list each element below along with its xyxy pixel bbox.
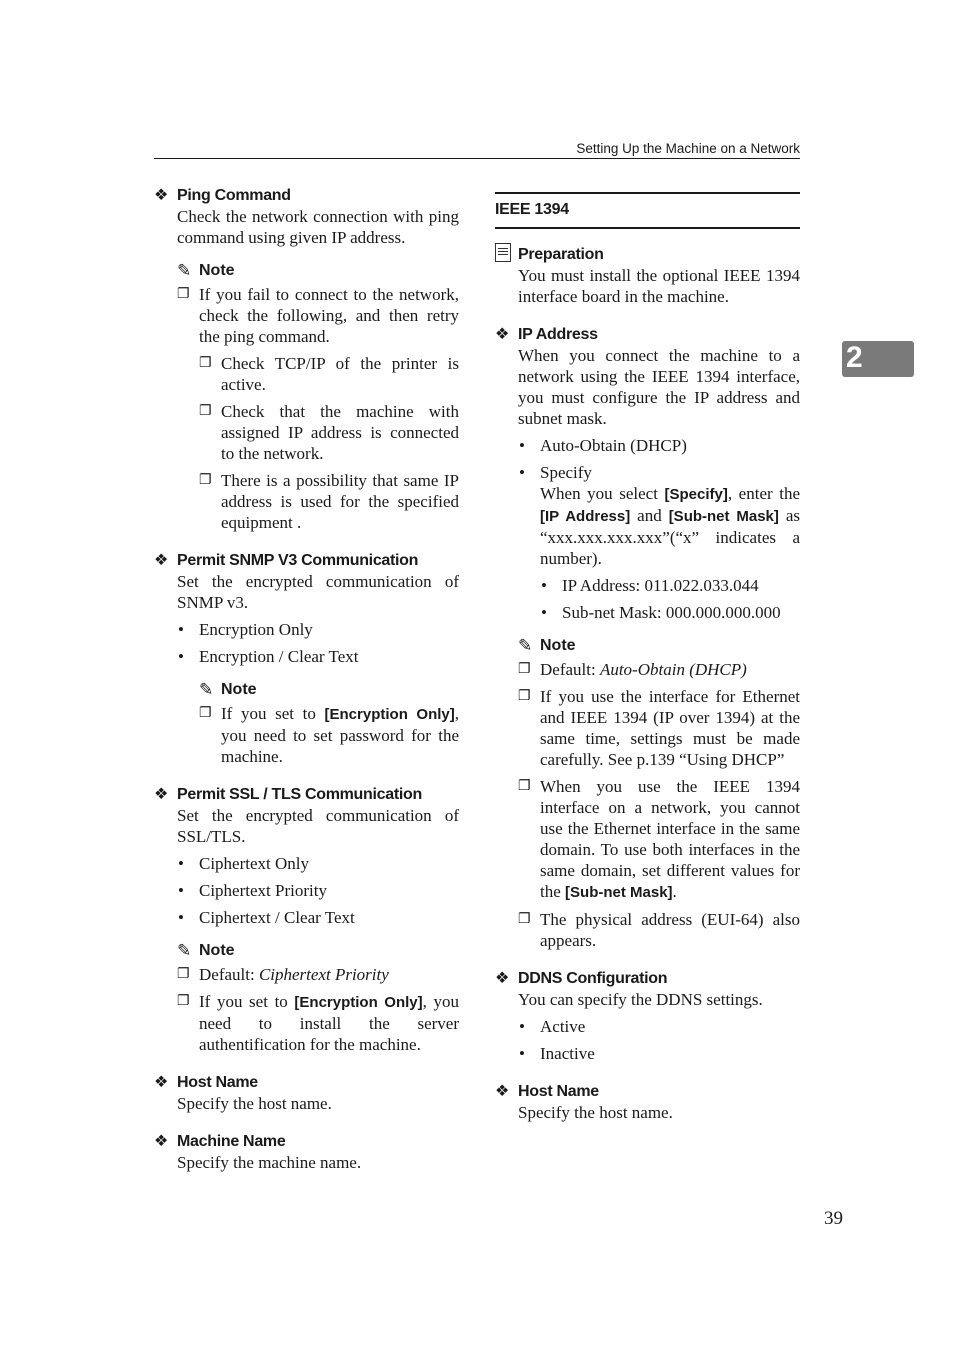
note-label: Note: [199, 942, 235, 959]
section-title: Machine Name: [177, 1133, 286, 1150]
diamond-icon: ❖: [154, 786, 169, 803]
section-body: Set the encrypted communication of SSL/TLS.: [177, 806, 459, 846]
section-title: Preparation: [518, 246, 604, 263]
list-item: • Ciphertext / Clear Text: [177, 907, 459, 928]
note-item: ❐ The physical address (EUI-64) also appears.: [518, 909, 800, 951]
note-item: ❐ If you fail to connect to the network, check the following, and then retry the ping command. ❐ Check TCP/IP of the printer is active. ❐ Check that the machine with assigned IP address is connected to the network. ❐ There is a possibility that same IP address is used for the specified equipment .: [177, 284, 459, 533]
section-ssl: [154, 785, 459, 1055]
right-column: [495, 186, 800, 1123]
section-body: Specify the host name.: [177, 1094, 332, 1113]
list-item: • Auto-Obtain (DHCP): [518, 435, 800, 456]
section-title: Ping Command: [177, 187, 291, 204]
list-item: • Specify When you select [Specify], enter the [IP Address] and [Sub-net Mask] as “xxx.xxx.xxx.xxx”(“x” indicates a number). • IP Address: 011.022.033.044 • Sub-net Mask: 000.000.000.000: [518, 462, 800, 623]
note-item: ❐ If you set to [Encryption Only], you need to set password for the machine.: [199, 703, 459, 767]
note-item: ❐ Default: Auto-Obtain (DHCP): [518, 659, 800, 680]
header-rule: [154, 158, 800, 159]
section-body: Specify the machine name.: [177, 1153, 362, 1172]
diamond-icon: ❖: [154, 1133, 169, 1150]
notepad-icon: [495, 243, 511, 262]
chapter-number: 2: [846, 341, 863, 374]
diamond-icon: ❖: [495, 326, 510, 343]
note-label: Note: [199, 262, 235, 279]
list-item: • Ciphertext Only: [177, 853, 459, 874]
section-title: Permit SSL / TLS Communication: [177, 786, 422, 803]
section-title: DDNS Configuration: [518, 970, 668, 987]
diamond-icon: ❖: [154, 552, 169, 569]
note-label: Note: [221, 681, 257, 698]
section-body: You can specify the DDNS settings.: [518, 990, 763, 1009]
list-item: • Ciphertext Priority: [177, 880, 459, 901]
section-snmp: [154, 551, 459, 767]
running-header: Setting Up the Machine on a Network: [576, 141, 800, 156]
section-title: Host Name: [518, 1083, 599, 1100]
section-body: When you connect the machine to a network using the IEEE 1394 interface, you must configure the IP address and subnet mask.: [518, 346, 800, 428]
section-preparation: [495, 243, 800, 307]
list-item: • Sub-net Mask: 000.000.000.000: [540, 602, 800, 623]
list-item: ❐ Check that the machine with assigned IP address is connected to the network.: [199, 401, 459, 464]
note-label: Note: [540, 637, 576, 654]
list-item: • Active: [518, 1016, 800, 1037]
pencil-icon: ✎: [177, 261, 192, 280]
section-title: Permit SNMP V3 Communication: [177, 552, 419, 569]
pencil-icon: ✎: [518, 636, 533, 655]
note-item: ❐ Default: Ciphertext Priority: [177, 964, 459, 985]
ieee-title: IEEE 1394: [495, 201, 569, 218]
pencil-icon: ✎: [199, 680, 214, 699]
diamond-icon: ❖: [495, 1083, 510, 1100]
section-body: Specify the host name.: [518, 1103, 673, 1122]
diamond-icon: ❖: [154, 187, 169, 204]
section-ddns: [495, 969, 800, 1064]
list-item: • Encryption / Clear Text: [177, 646, 459, 667]
diamond-icon: ❖: [154, 1074, 169, 1091]
section-title: Host Name: [177, 1074, 258, 1091]
note-item: ❐ If you use the interface for Ethernet and IEEE 1394 (IP over 1394) at the same time, settings must be made carefully. See p.139 “Using DHCP”: [518, 686, 800, 770]
list-item: ❐ There is a possibility that same IP address is used for the specified equipment .: [199, 470, 459, 533]
section-host-name: [154, 1073, 459, 1114]
section-body: Set the encrypted communication of SNMP v3.: [177, 572, 459, 612]
list-item: • Encryption Only: [177, 619, 459, 640]
list-item: • IP Address: 011.022.033.044: [540, 575, 800, 596]
page-number: 39: [824, 1208, 843, 1229]
list-item: ❐ Check TCP/IP of the printer is active.: [199, 353, 459, 395]
ieee-heading-box: [495, 192, 800, 229]
section-body: Check the network connection with ping command using given IP address.: [177, 207, 459, 247]
section-body: You must install the optional IEEE 1394 interface board in the machine.: [518, 266, 800, 306]
section-ping: [154, 186, 459, 533]
section-host-name-right: [495, 1082, 800, 1123]
section-machine-name: [154, 1132, 459, 1173]
note-item: ❐ When you use the IEEE 1394 interface on a network, you cannot use the Ethernet interface in the same domain. To use both interfaces in the same domain, set different values for the [Sub-net Mask].: [518, 776, 800, 903]
section-ip-address: [495, 325, 800, 951]
pencil-icon: ✎: [177, 941, 192, 960]
list-item: • Inactive: [518, 1043, 800, 1064]
note-item: ❐ If you set to [Encryption Only], you need to install the server authentification for the machine.: [177, 991, 459, 1055]
diamond-icon: ❖: [495, 970, 510, 987]
specify-description: When you select [Specify], enter the [IP Address] and [Sub-net Mask] as “xxx.xxx.xxx.xxx”(“x” indicates a number).: [540, 484, 800, 568]
left-column: [154, 186, 459, 1173]
section-title: IP Address: [518, 326, 598, 343]
